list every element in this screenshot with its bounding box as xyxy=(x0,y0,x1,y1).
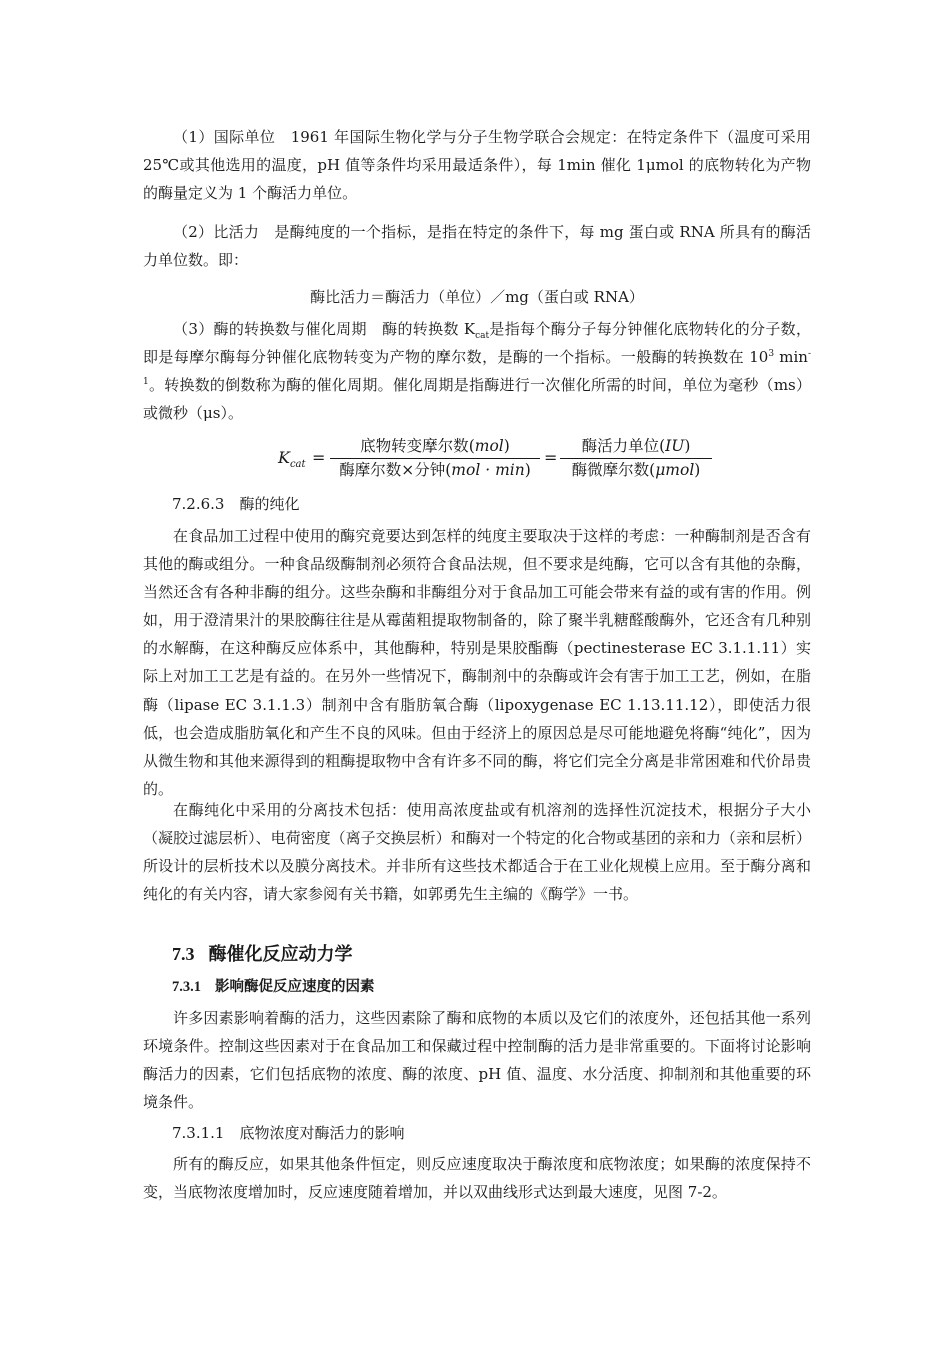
fraction-numerator: 底物转变摩尔数(mol) xyxy=(360,437,510,455)
subsection-heading-7311: 7.3.1.1 底物浓度对酶活力的影响 xyxy=(172,1124,405,1142)
paragraph-text: （1）国际单位 1961 年国际生物化学与分子生物学联合会规定：在特定条件下（温度可采用 25℃或其他选用的温度，pH 值等条件均采用最适条件），每 1min 催化 1μmol 的底物转化为产物的酶量定义为 1 个酶活力单位。 xyxy=(143,128,811,203)
paragraph-international-unit xyxy=(143,123,811,207)
paragraph-separation-techniques xyxy=(143,796,811,908)
section-heading-7-3: 7.3 酶催化反应动力学 xyxy=(172,944,353,965)
paragraph-text: 。转换数的倒数称为酶的催化周期。催化周期是指酶进行一次催化所需的时间，单位为毫秒（ms）或微秒（μs）。 xyxy=(143,376,811,423)
fraction-bar xyxy=(330,458,540,459)
formula-fraction-moles xyxy=(330,436,540,481)
paragraph-specific-activity xyxy=(143,218,811,274)
exponent: 3 xyxy=(768,349,775,360)
formula-equals: = xyxy=(544,448,558,467)
paragraph-text: min xyxy=(774,348,808,367)
paragraph-text: （2）比活力 是酶纯度的一个指标，是指在特定的条件下，每 mg 蛋白或 RNA 所具有的酶活力单位数。即： xyxy=(143,223,811,270)
formula-fraction-units xyxy=(560,436,712,481)
paragraph-enzyme-purification xyxy=(143,522,811,803)
formula-equals: = xyxy=(312,448,326,467)
fraction-bar xyxy=(560,458,712,459)
paragraph-turnover-number xyxy=(143,315,811,427)
subsection-heading-7263: 7.2.6.3 酶的纯化 xyxy=(172,495,300,513)
section-heading-7-3-1: 7.3.1 影响酶促反应速度的因素 xyxy=(172,979,375,995)
paragraph-substrate-concentration xyxy=(143,1150,811,1206)
paragraph-factors xyxy=(143,1004,811,1116)
kcat-formula xyxy=(278,436,738,486)
paragraph-text: （3）酶的转换数与催化周期 酶的转换数 K xyxy=(173,320,476,338)
exponent: -1 xyxy=(143,349,812,388)
fraction-numerator: 酶活力单位(IU) xyxy=(581,437,691,455)
formula-lhs: $K_{cat}$ xyxy=(278,448,306,471)
fraction-denominator: 酶摩尔数×分钟(mol · min) xyxy=(339,461,531,479)
paragraph-text: 在酶纯化中采用的分离技术包括：使用高浓度盐或有机溶剂的选择性沉淀技术，根据分子大小（凝胶过滤层析）、电荷密度（离子交换层析）和酶对一个特定的化合物或基团的亲和力（亲和层析）所设计的层析技术以及膜分离技术。并非所有这些技术都适合于在工业化规模上应用。至于酶分离和纯化的有关内容，请大家参阅有关书籍，如郭勇先生主编的《酶学》一书。 xyxy=(143,801,811,904)
kcat-subscript: cat xyxy=(475,331,490,341)
paragraph-text: 所有的酶反应，如果其他条件恒定，则反应速度取决于酶浓度和底物浓度；如果酶的浓度保持不变，当底物浓度增加时，反应速度随着增加，并以双曲线形式达到最大速度，见图 7-2。 xyxy=(143,1155,811,1202)
paragraph-text: 是指每个酶分子每分钟催化底物转化的分子数，即是每摩尔酶每分钟催化底物转变为产物的摩尔数，是酶的一个指标。一般酶的转换数在 10 xyxy=(143,320,811,367)
paragraph-text: 在食品加工过程中使用的酶究竟要达到怎样的纯度主要取决于这样的考虑：一种酶制剂是否含有其他的酶或组分。一种食品级酶制剂必须符合食品法规，但不要求是纯酶，它可以含有其他的杂酶，当然还含有各种非酶的组分。这些杂酶和非酶组分对于食品加工可能会带来有益的或有害的作用。例如，用于澄清果汁的果胶酶往往是从霉菌粗提取物制备的，除了聚半乳糖醛酸酶外，它还含有几种别的水解酶，在这种酶反应体系中，其他酶种，特别是果胶酯酶（pectinesterase EC 3.1.1.11）实际上对加工工艺是有益的。在另外一些情况下，酶制剂中的杂酶或许会有害于加工工艺，例如，在脂酶（lipase EC 3.1.1.3）制剂中含有脂肪氧合酶（lipoxygenase EC 1.13.11.12），即使活力很低，也会造成脂肪氧化和产生不良的风味。但由于经济上的原因总是尽可能地避免将酶“纯化”，因为从微生物和其他来源得到的粗酶提取物中含有许多不同的酶，将它们完全分离是非常困难和代价昂贵的。 xyxy=(143,527,811,798)
specific-activity-formula: 酶比活力＝酶活力（单位）／mg（蛋白或 RNA） xyxy=(310,288,644,306)
paragraph-text: 许多因素影响着酶的活力，这些因素除了酶和底物的本质以及它们的浓度外，还包括其他一系列环境条件。控制这些因素对于在食品加工和保藏过程中控制酶的活力是非常重要的。下面将讨论影响酶活力的因素，它们包括底物的浓度、酶的浓度、pH 值、温度、水分活度、抑制剂和其他重要的环境条件。 xyxy=(143,1009,811,1112)
fraction-denominator: 酶微摩尔数(μmol) xyxy=(571,461,701,479)
